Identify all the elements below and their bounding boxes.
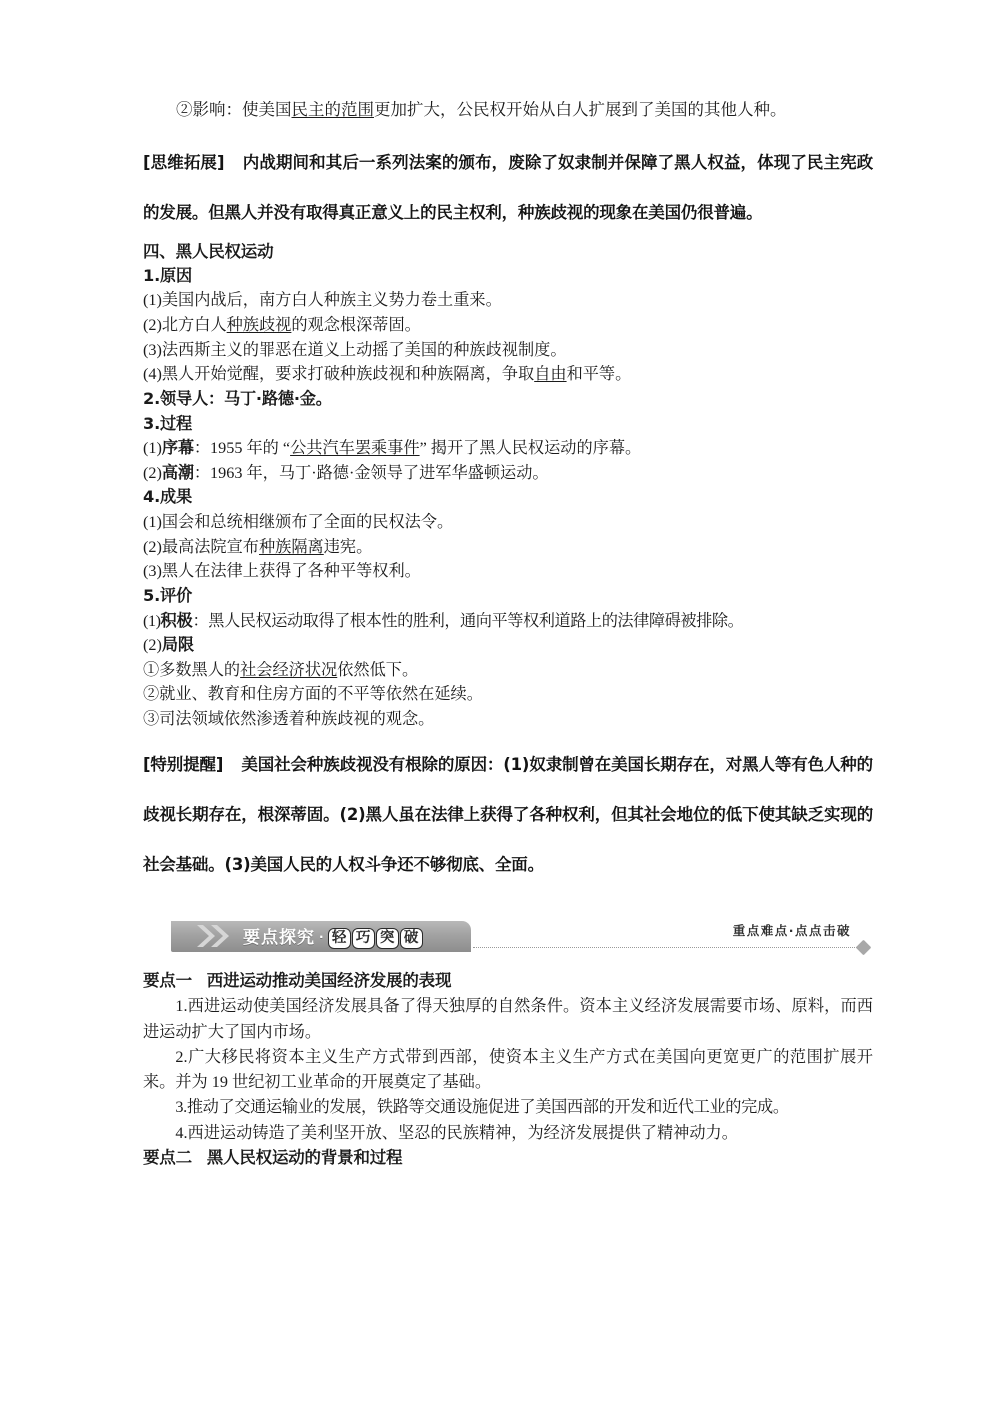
boxed-char: 突 <box>376 928 399 949</box>
item-mid: ：1955 年的 “ <box>193 439 291 458</box>
item-number: (1) <box>143 439 162 458</box>
item-bold-label: 局限 <box>161 635 194 655</box>
outline-item: (3)法西斯主义的罪恶在道义上动摇了美国的种族歧视制度。 <box>143 340 567 359</box>
outline-item <box>143 461 873 486</box>
item-number: (2) <box>143 636 162 655</box>
outline-item: ③司法领域依然渗透着种族歧视的观念。 <box>143 710 435 728</box>
outline-item: (3)黑人在法律上获得了各种平等权利。 <box>143 562 421 581</box>
thinking-expansion-text: 内战期间和其后一系列法案的颁布，废除了奴隶制并保障了黑人权益，体现了民主宪政的发展。但黑人并没有取得真正意义上的民主权利，种族歧视的现象在美国仍很普遍。 <box>143 153 873 223</box>
outline-group-title: 5.评价 <box>143 585 192 605</box>
banner-dotted-line <box>473 947 857 948</box>
key-point-title <box>143 1146 873 1171</box>
key-point-paragraph: 3.推动了交通运输业的发展，铁路等交通设施促进了美国西部的开发和近代工业的完成。 <box>175 1098 789 1117</box>
item-underlined-term: 社会经济状况 <box>240 660 338 679</box>
key-point-heading: 西进运动推动美国经济发展的表现 <box>206 970 452 990</box>
impact-paragraph <box>143 96 873 124</box>
key-point-heading: 黑人民权运动的背景和过程 <box>206 1147 403 1167</box>
key-point-paragraph: 4.西进运动铸造了美利坚开放、坚忍的民族精神，为经济发展提供了精神动力。 <box>175 1123 738 1142</box>
outline-item <box>143 633 873 658</box>
banner-separator: · <box>319 930 325 945</box>
outline-item <box>143 313 873 338</box>
banner-right-text: 重点难点·点点击破 <box>732 922 851 938</box>
banner-bar <box>171 921 471 952</box>
outline-item <box>143 658 873 683</box>
outline-item: (1)国会和总统相继颁布了全面的民权法令。 <box>143 513 454 531</box>
impact-prefix: ②影响：使美国 <box>176 100 292 119</box>
special-reminder-text: 美国社会种族歧视没有根除的原因：(1)奴隶制曾在美国长期存在，对黑人等有色人种的歧视长期存在，根深蒂固。(2)黑人虽在法律上获得了各种权利，但其社会地位的低下使其缺乏实现的社会基础。(3)美国人民的人权斗争还不够彻底、全面。 <box>143 754 873 875</box>
outline-group-title: 4.成果 <box>143 487 192 507</box>
item-number: (1) <box>143 611 161 630</box>
spacer <box>143 732 873 740</box>
outline-group-title: 1.原因 <box>143 265 192 285</box>
item-mid: ：黑人民权运动取得了根本性的胜利，通向平等权利道路上的法律障碍被排除。 <box>192 611 744 630</box>
outline-item <box>143 362 873 387</box>
outline-item: ②就业、教育和住房方面的不平等依然在延续。 <box>143 685 483 704</box>
outline-item <box>143 436 873 461</box>
outline-item: (1)美国内战后，南方白人种族主义势力卷土重来。 <box>143 291 502 310</box>
item-mid: ：1963 年，马丁·路德·金领导了进军华盛顿运动。 <box>193 463 549 482</box>
outline-group-title: 2.领导人：马丁·路德·金。 <box>143 388 332 408</box>
outline-group-title: 3.过程 <box>143 413 192 433</box>
boxed-char: 轻 <box>328 928 351 949</box>
boxed-char: 巧 <box>352 928 375 949</box>
thinking-expansion-tag: [思维拓展] <box>143 153 225 173</box>
key-point-paragraph: 2.广大移民将资本主义生产方式带到西部，使资本主义生产方式在美国向更宽更广的范围扩展开来。并为 19 世纪初工业革命的开展奠定了基础。 <box>143 1047 873 1092</box>
item-prefix: ①多数黑人的 <box>143 660 241 679</box>
item-suffix: 依然低下。 <box>337 660 419 679</box>
outline-item <box>143 609 873 634</box>
item-bold-label: 积极 <box>160 610 193 630</box>
impact-underlined-term: 民主的范围 <box>291 100 374 119</box>
key-point-label: 要点二 <box>143 1147 192 1167</box>
item-underlined-term: 种族隔离 <box>259 537 324 556</box>
key-point-paragraph: 1.西进运动使美国经济发展具备了得天独厚的自然条件。资本主义经济发展需要市场、原料，而西进运动扩大了国内市场。 <box>143 997 873 1041</box>
item-prefix: (2)最高法院宣布 <box>143 537 259 556</box>
outline-heading: 四、黑人民权运动 <box>143 241 274 261</box>
banner-boxed-title <box>328 928 423 949</box>
boxed-char: 破 <box>400 928 423 949</box>
item-number: (2) <box>143 463 162 482</box>
thinking-expansion-note <box>143 138 873 239</box>
item-underlined-term: 自由 <box>534 365 567 384</box>
item-suffix: 的观念根深蒂固。 <box>291 316 421 334</box>
item-prefix: (4)黑人开始觉醒，要求打破种族歧视和种族隔离，争取 <box>143 365 535 384</box>
section-banner <box>143 917 873 963</box>
page-content <box>143 96 873 1172</box>
item-bold-label: 高潮 <box>161 462 194 482</box>
outline-item <box>143 535 873 560</box>
item-bold-label: 序幕 <box>161 438 194 458</box>
key-point-title <box>143 969 873 994</box>
impact-suffix: 更加扩大，公民权开始从白人扩展到了美国的其他人种。 <box>374 100 787 119</box>
special-reminder-note <box>143 740 873 891</box>
item-suffix: 和平等。 <box>566 365 632 384</box>
item-underlined-term: 种族歧视 <box>226 316 292 334</box>
item-prefix: (2)北方白人 <box>143 316 227 334</box>
outline-section <box>143 239 873 732</box>
key-point-label: 要点一 <box>143 970 192 990</box>
item-underlined-term: 公共汽车罢乘事件 <box>290 439 420 458</box>
banner-end-marker-icon <box>856 939 872 955</box>
banner-title-main: 要点探究 <box>243 928 315 949</box>
double-chevron-right-icon <box>195 923 235 949</box>
banner-title <box>243 923 423 949</box>
special-reminder-tag: [特别提醒] <box>143 754 224 774</box>
item-suffix: ” 揭开了黑人民权运动的序幕。 <box>419 439 642 458</box>
item-suffix: 违宪。 <box>323 537 373 556</box>
